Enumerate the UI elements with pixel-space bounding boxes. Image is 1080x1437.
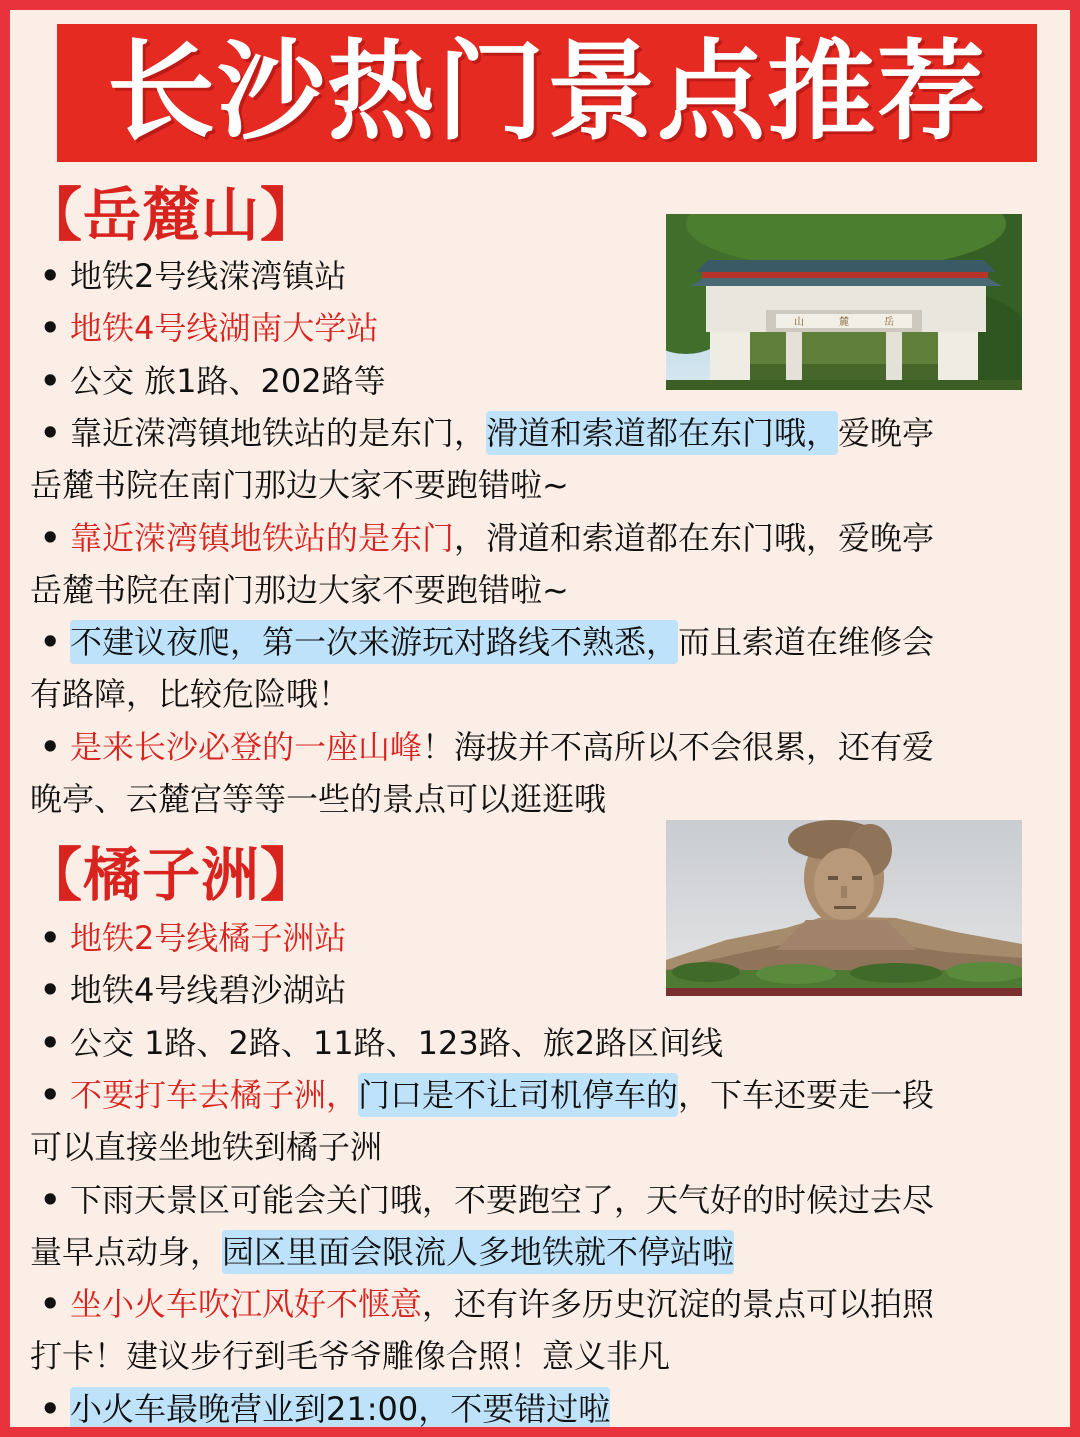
text-line (30, 518, 935, 557)
body-text: 而且索道在维修会 (678, 623, 935, 662)
emphasis-text: 靠近溁湾镇地铁站的是东门 (70, 518, 455, 557)
text-line (30, 971, 347, 1010)
body-text: 下雨天景区可能会关门哦，不要跑空了，天气好的时候过去尽 (70, 1180, 935, 1219)
title-banner (57, 24, 1037, 162)
bullet-icon: • (40, 623, 61, 662)
emphasis-text: 不要打车去橘子洲， (70, 1075, 359, 1114)
text-line (30, 623, 935, 662)
text-line (30, 1128, 383, 1167)
body-text: 量早点动身， (30, 1232, 223, 1271)
body-text: 爱晚亭 (838, 413, 935, 452)
bullet-icon: • (40, 971, 61, 1010)
text-line (30, 466, 569, 505)
bullet-icon: • (40, 518, 61, 557)
bullet-icon: • (40, 1285, 61, 1324)
emphasis-text: 地铁2号线橘子洲站 (70, 919, 347, 957)
highlighted-text: 园区里面会限流人多地铁就不停站啦 (222, 1230, 734, 1274)
highlighted-text: 小火车最晚营业到21:00，不要错过啦 (70, 1387, 610, 1431)
emphasis-text: 地铁4号线湖南大学站 (70, 309, 379, 348)
bullet-icon: • (40, 257, 61, 295)
body-text: ，滑道和索道都在东门哦，爱晚亭 (454, 518, 935, 557)
highlighted-text: 滑道和索道都在东门哦， (486, 411, 838, 455)
bullet-icon: • (40, 1075, 61, 1114)
text-line (30, 1337, 671, 1376)
body-text: 公交 旅1路、202路等 (70, 361, 386, 400)
section-title-juzizhou: 【橘子洲】 (24, 841, 320, 909)
juzizhou-statue-photo (666, 820, 1022, 996)
body-text: 地铁4号线碧沙湖站 (70, 971, 347, 1010)
page-title: 长沙热门景点推荐 (106, 30, 987, 155)
text-line (30, 1075, 935, 1114)
text-line (30, 257, 347, 295)
emphasis-text: 坐小火车吹江风好不惬意 (70, 1285, 423, 1324)
text-line (30, 309, 379, 348)
text-line (30, 727, 935, 766)
section-title-yuelushan: 【岳麓山】 (24, 181, 320, 249)
text-line (30, 1023, 724, 1062)
body-text: 可以直接坐地铁到橘子洲 (30, 1128, 383, 1167)
bullet-icon: • (40, 1389, 61, 1428)
body-text: 岳麓书院在南门那边大家不要跑错啦~ (30, 570, 569, 609)
svg-text:岳: 岳 (884, 317, 894, 328)
bullet-icon: • (40, 361, 61, 400)
text-line (30, 1389, 611, 1428)
text-line (30, 413, 935, 452)
body-text: 岳麓书院在南门那边大家不要跑错啦~ (30, 466, 569, 505)
body-text: 有路障，比较危险哦！ (30, 675, 351, 714)
text-line (30, 919, 347, 957)
text-line (30, 780, 607, 818)
emphasis-text: 是来长沙必登的一座山峰 (70, 727, 423, 766)
bullet-icon: • (40, 1180, 61, 1219)
text-line (30, 361, 386, 400)
text-line (30, 675, 351, 714)
bullet-icon: • (40, 919, 61, 957)
body-text: ！海拔并不高所以不会很累，还有爱 (422, 727, 935, 766)
text-line (30, 1232, 735, 1271)
text-line (30, 1285, 935, 1324)
bullet-icon: • (40, 1023, 61, 1062)
body-text: 地铁2号线溁湾镇站 (70, 257, 347, 295)
svg-text:麓: 麓 (839, 317, 849, 328)
body-text: 靠近溁湾镇地铁站的是东门， (70, 413, 487, 452)
highlighted-text: 不建议夜爬，第一次来游玩对路线不熟悉， (70, 620, 678, 664)
bullet-icon: • (40, 309, 61, 348)
body-text: ，还有许多历史沉淀的景点可以拍照 (422, 1285, 935, 1324)
text-line (30, 570, 569, 609)
highlighted-text: 门口是不让司机停车的 (358, 1073, 678, 1117)
bullet-icon: • (40, 413, 61, 452)
bullet-icon: • (40, 727, 61, 766)
body-text: ，下车还要走一段 (678, 1075, 935, 1114)
yuelushan-gate-photo (666, 214, 1022, 390)
svg-text:山: 山 (794, 317, 804, 328)
text-line (30, 1180, 935, 1219)
body-text: 晚亭、云麓宫等等一些的景点可以逛逛哦 (30, 780, 607, 818)
body-text: 公交 1路、2路、11路、123路、旅2路区间线 (70, 1023, 724, 1062)
body-text: 打卡！建议步行到毛爷爷雕像合照！意义非凡 (30, 1337, 671, 1376)
